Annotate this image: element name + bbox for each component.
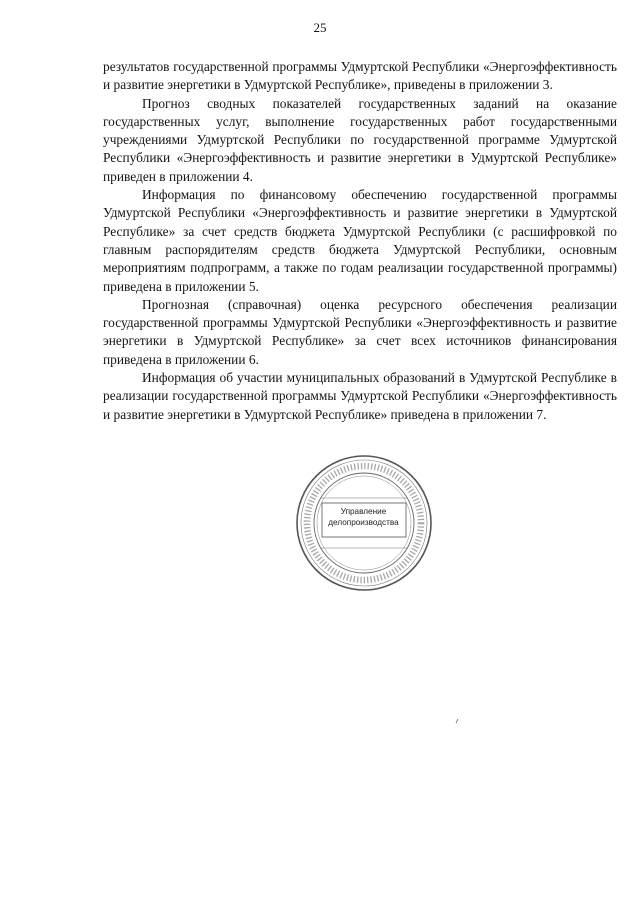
page-number: 25	[313, 20, 327, 35]
pen-mark	[455, 718, 459, 724]
seal-label	[324, 506, 403, 528]
paragraph-appendix-7: Информация об участии муниципальных образований в Удмуртской Республике в реализации государственной программы Удмуртской Республики «Энергоэффективность и развитие энергетики в Удмуртской Республике» приведена в приложении 7.	[103, 370, 617, 422]
seal-label-line2: делопроизводства	[328, 518, 399, 527]
seal-label-line1: Управление	[340, 507, 387, 516]
document-body	[103, 58, 617, 424]
office-seal-stamp	[294, 453, 434, 593]
paragraph-appendix-3: результатов государственной программы Удмуртской Республики «Энергоэффективность и развитие энергетики в Удмуртской Республике», приведены в приложении 3.	[103, 59, 617, 93]
paragraph-appendix-6: Прогнозная (справочная) оценка ресурсного обеспечения реализации государственной программы Удмуртской Республики «Энергоэффективность и развитие энергетики в Удмуртской Республике» за счет всех источников финансирования приведена в приложении 6.	[103, 296, 617, 367]
paragraph-appendix-5: Информация по финансовому обеспечению государственной программы Удмуртской Республики «Энергоэффективность и развитие энергетики в Удмуртской Республике» за счет средств бюджета Удмуртской Республики (с расшифровкой по главным распорядителям средств бюджета Удмуртской Республики, основным мероприятиям подпрограмм, а также по годам реализации государственной программы) приведена в приложении 5.	[103, 187, 617, 294]
paragraph-appendix-4: Прогноз сводных показателей государственных заданий на оказание государственных услуг, выполнение государственных работ государственными учреждениями Удмуртской Республики по государственной программе Удмуртской Республики «Энергоэффективность и развитие энергетики в Удмуртской Республике» приведен в приложении 4.	[103, 95, 617, 184]
